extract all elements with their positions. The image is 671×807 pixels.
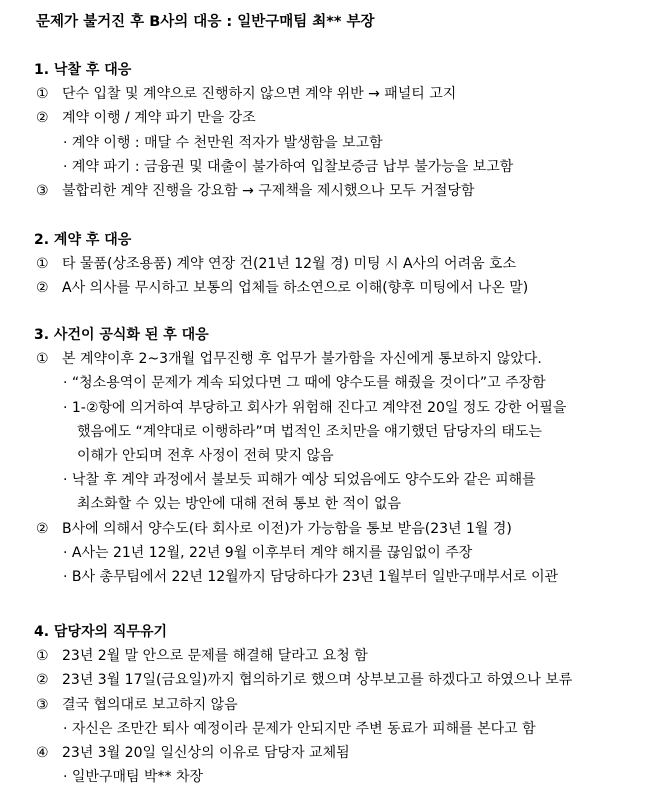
- bullet-item: · “청소용역이 문제가 계속 되었다면 그 때에 양수도를 해줬을 것이다”고 주장함: [63, 375, 546, 392]
- numbered-item: [36, 349, 542, 369]
- document-title: 문제가 불거진 후 B사의 대응 : 일반구매팀 최** 부장: [36, 14, 375, 30]
- section-heading: 2. 계약 후 대응: [34, 232, 132, 248]
- item-text: A사 의사를 무시하고 보통의 업체들 하소연으로 이해(향후 미팅에서 나온 말): [62, 280, 529, 297]
- item-text: 23년 3월 20일 일신상의 이유로 담당자 교체됨: [62, 745, 350, 761]
- bullet-continuation: 최소화할 수 있는 방안에 대해 전혀 통보 한 적이 없음: [77, 496, 402, 513]
- numbered-item: [36, 695, 238, 715]
- section-heading: 4. 담당자의 직무유기: [34, 624, 167, 640]
- bullet-item: · 1-②항에 의거하여 부당하고 회사가 위험해 진다고 계약전 20일 정도 강한 어필을: [63, 399, 567, 416]
- item-number: ①: [36, 256, 49, 273]
- numbered-item: [36, 254, 516, 274]
- numbered-item: [36, 670, 572, 690]
- bullet-item: · 계약 파기 : 금융권 및 대출이 불가하여 입찰보증금 납부 불가능을 보고함: [63, 158, 514, 175]
- bullet-item: · A사는 21년 12월, 22년 9월 이후부터 계약 해지를 끊임없이 주장: [63, 544, 473, 561]
- bullet-continuation: 했음에도 “계약대로 이행하라”며 법적인 조치만을 얘기했던 담당자의 태도는: [77, 423, 542, 440]
- item-text: 결국 협의대로 보고하지 않음: [62, 696, 238, 713]
- numbered-item: [36, 278, 528, 298]
- numbered-item: [36, 84, 456, 104]
- item-number: ③: [36, 183, 49, 199]
- item-number: ①: [36, 351, 49, 368]
- item-number: ②: [36, 520, 49, 537]
- bullet-item: · 계약 이행 : 매달 수 천만원 적자가 발생함을 보고함: [63, 134, 383, 151]
- bullet-item: · B사 총무팀에서 22년 12월까지 담당하다가 23년 1월부터 일반구매부서로 이관: [63, 569, 559, 585]
- item-text: 타 물품(상조용품) 계약 연장 건(21년 12월 경) 미팅 시 A사의 어려움 호소: [62, 256, 517, 273]
- item-number: ④: [36, 745, 49, 761]
- item-text: 본 계약이후 2~3개월 업무진행 후 업무가 불가함을 자신에게 통보하지 않았다.: [62, 351, 542, 368]
- item-number: ①: [36, 86, 49, 103]
- bullet-item: · 자신은 조만간 퇴사 예정이라 문제가 안되지만 주변 동료가 피해를 본다고 함: [63, 720, 536, 737]
- item-text: B사에 의해서 양수도(타 회사로 이전)가 가능함을 통보 받음(23년 1월 경): [62, 520, 512, 537]
- numbered-item: [36, 108, 256, 128]
- numbered-item: [36, 519, 512, 539]
- item-number: ②: [36, 110, 49, 127]
- item-number: ③: [36, 696, 49, 713]
- item-number: ①: [36, 648, 49, 665]
- numbered-item: [36, 181, 474, 201]
- numbered-item: [36, 646, 368, 666]
- item-text: 단수 입찰 및 계약으로 진행하지 않으면 계약 위반 → 패널티 고지: [62, 86, 457, 103]
- item-number: ②: [36, 280, 49, 297]
- item-text: 23년 3월 17일(금요일)까지 협의하기로 했으며 상부보고를 하겠다고 하였으나 보류: [62, 672, 573, 689]
- numbered-item: [36, 743, 350, 763]
- item-text: 불합리한 계약 진행을 강요함 → 구제책을 제시했으나 모두 거절당함: [62, 183, 475, 199]
- section-heading: 3. 사건이 공식화 된 후 대응: [34, 327, 209, 343]
- section-heading: 1. 낙찰 후 대응: [34, 62, 132, 78]
- item-number: ②: [36, 672, 49, 689]
- bullet-continuation: 이해가 안되며 전후 사정이 전혀 맞지 않음: [77, 448, 334, 464]
- item-text: 23년 2월 말 안으로 문제를 해결해 달라고 요청 함: [62, 648, 368, 665]
- item-text: 계약 이행 / 계약 파기 만을 강조: [62, 110, 256, 127]
- bullet-item: · 일반구매팀 박** 차장: [63, 769, 203, 786]
- bullet-item: · 낙찰 후 계약 과정에서 불보듯 피해가 예상 되었음에도 양수도와 같은 피해를: [63, 472, 536, 489]
